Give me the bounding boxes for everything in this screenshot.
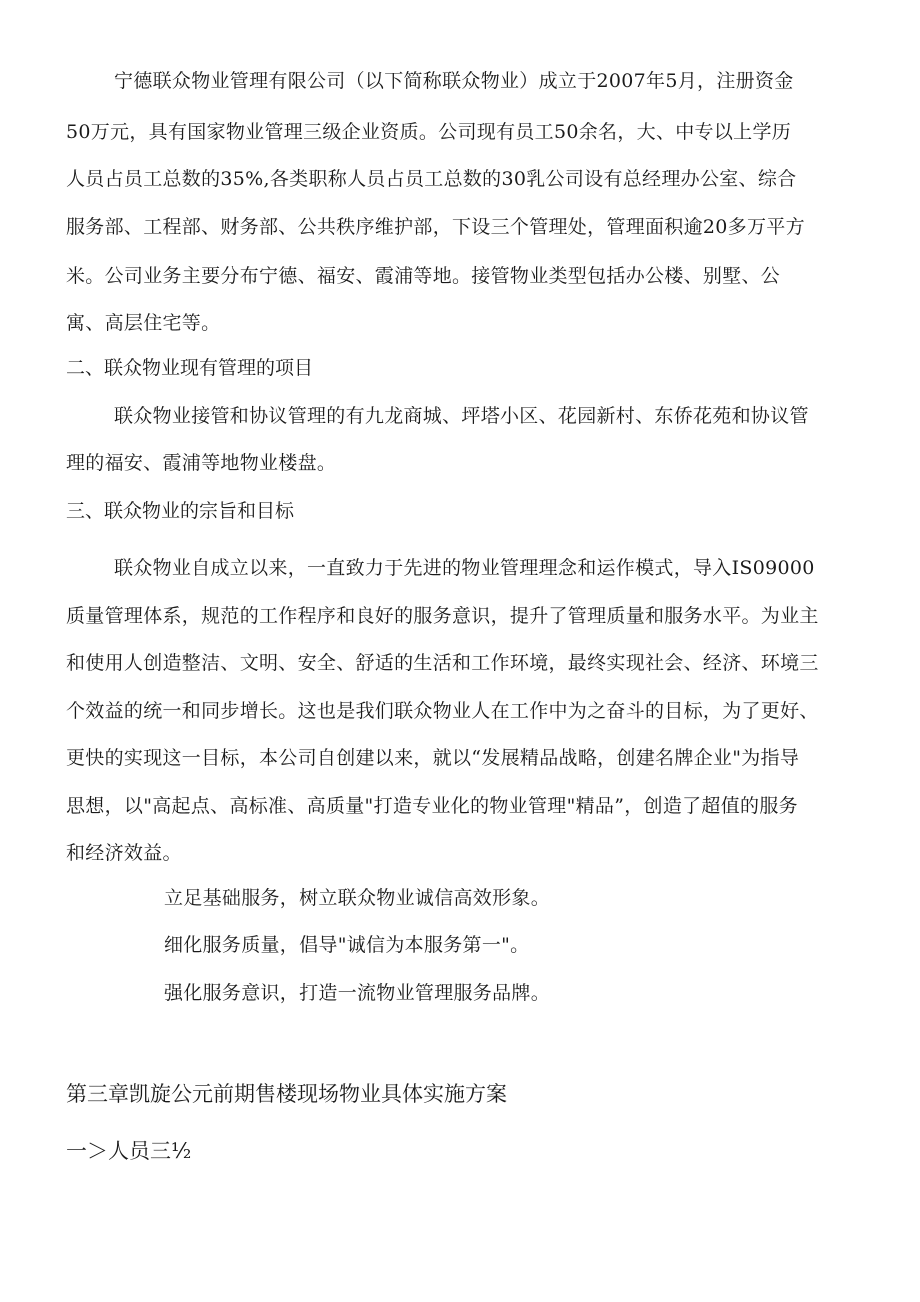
- section3-line-6: 思想，以"高起点、高标准、高质量"打造专业化的物业管理"精品”，创造了超值的服务: [66, 795, 798, 817]
- section3-heading: 三、联众物业的宗旨和目标: [66, 500, 295, 522]
- intro-line-2: 50万元，具有国家物业管理三级企业资质。公司现有员工50余名，大、中专以上学历: [66, 121, 792, 143]
- chapter3-title: 第三章凯旋公元前期售楼现场物业具体实施方案: [66, 1082, 507, 1106]
- intro-line-6: 寓、高层住宅等。: [66, 312, 221, 334]
- section3-line-3: 和使用人创造整洁、文明、安全、舒适的生活和工作环境，最终实现社会、经济、环境三: [66, 652, 819, 674]
- goal-item-2: 细化服务质量，倡导"诚信为本服务第一"。: [164, 934, 530, 956]
- section3-line-1: 联众物业自成立以来，一直致力于先进的物业管理理念和运作模式，导入IS09000: [114, 557, 815, 579]
- section2-heading: 二、联众物业现有管理的项目: [66, 357, 314, 379]
- section3-line-5: 更快的实现这一目标，本公司自创建以来，就以“发展精品战略，创建名牌企业"为指导: [66, 747, 800, 769]
- chapter3-subheading: 一＞人员三½: [66, 1139, 192, 1163]
- intro-line-1: 宁德联众物业管理有限公司（以下简称联众物业）成立于2007年5月，注册资金: [114, 70, 794, 92]
- intro-line-3: 人员占员工总数的35%,各类职称人员占员工总数的30乳公司设有总经理办公室、综合: [66, 168, 797, 190]
- intro-line-5: 米。公司业务主要分布宁德、福安、霞浦等地。接管物业类型包括办公楼、别墅、公: [66, 265, 781, 287]
- section2-line-1: 联众物业接管和协议管理的有九龙商城、坪塔小区、花园新村、东侨花苑和协议管: [114, 405, 809, 427]
- section3-line-2: 质量管理体系，规范的工作程序和良好的服务意识，提升了管理质量和服务水平。为业主: [66, 605, 819, 627]
- section2-line-2: 理的福安、霞浦等地物业楼盘。: [66, 452, 337, 474]
- intro-line-4: 服务部、工程部、财务部、公共秩序维护部，下设三个管理处，管理面积逾20多万平方: [66, 216, 805, 238]
- section3-line-4: 个效益的统一和同步增长。这也是我们联众物业人在工作中为之奋斗的目标，为了更好、: [66, 700, 819, 722]
- goal-item-1: 立足基础服务，树立联众物业诚信高效形象。: [164, 887, 551, 909]
- section3-line-7: 和经济效益。: [66, 842, 182, 864]
- goal-item-3: 强化服务意识，打造一流物业管理服务品牌。: [164, 982, 551, 1004]
